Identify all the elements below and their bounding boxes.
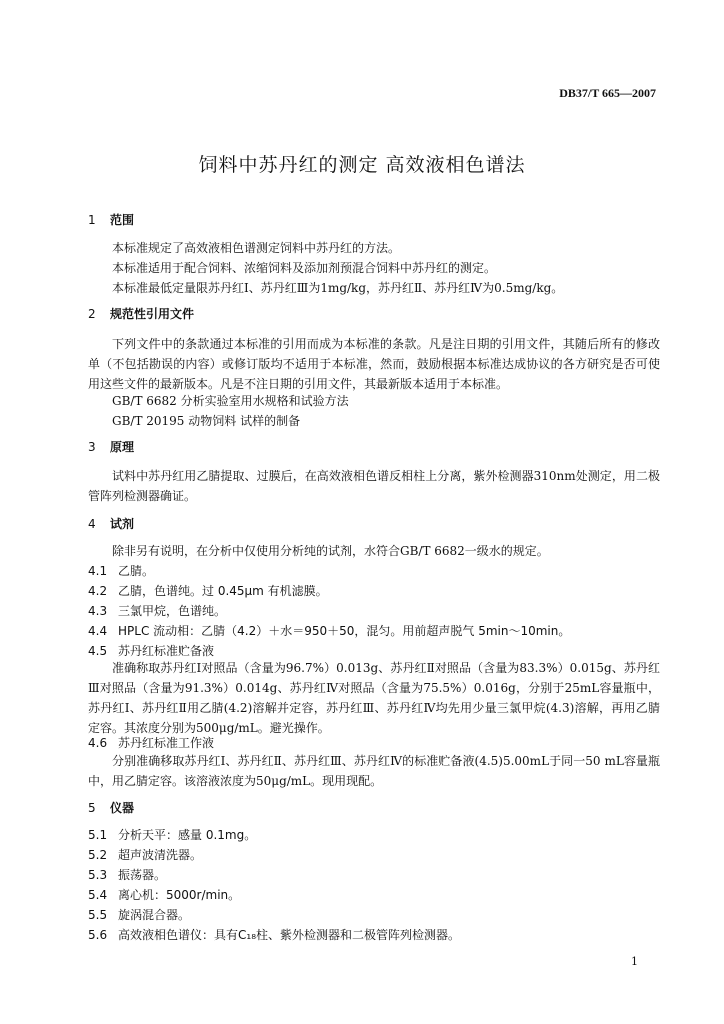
item-number: 5.2 [88,848,108,862]
item-number: 4.2 [88,584,108,598]
reagent-item [88,603,226,619]
apparatus-item [88,907,190,923]
item-number: 4.5 [88,644,108,658]
item-text: HPLC 流动相：乙腈（4.2）＋水＝950＋50，混匀。用前超声脱气 5min～10min。 [118,624,571,638]
section-2-heading [88,306,194,322]
item-text: 振荡器。 [118,868,167,882]
section-number: 5 [88,801,96,815]
principle-paragraph: 试料中苏丹红用乙腈提取、过膜后，在高效液相色谱反相柱上分离，紫外检测器310nm处测定，用二极管阵列检测器确证。 [88,469,660,503]
scope-line-2: 本标准适用于配合饲料、浓缩饲料及添加剂预混合饲料中苏丹红的测定。 [112,261,497,275]
reference-item: GB/T 20195 动物饲料 试样的制备 [112,414,301,428]
stock-solution-paragraph: 准确称取苏丹红Ⅰ对照品（含量为96.7%）0.013g、苏丹红Ⅱ对照品（含量为83.3%）0.015g、苏丹红Ⅲ对照品（含量为91.3%）0.014g、苏丹红Ⅳ对照品（含量为75.5%）0.016g，分别于25mL容量瓶中，苏丹红Ⅰ、苏丹红Ⅱ用乙腈(4.2)溶解并定容，苏丹红Ⅲ、苏丹红Ⅳ均先用少量三氯甲烷(4.3)溶解，再用乙腈定容。其浓度分别为500μg/mL。避光操作。 [88,661,660,735]
reagent-item [88,583,328,599]
page-number: 1 [631,955,638,968]
apparatus-item [88,927,460,943]
apparatus-item [88,847,202,863]
section-4-heading [88,516,134,532]
apparatus-item [88,827,256,843]
item-number: 5.4 [88,888,108,902]
item-text: 离心机：5000r/min。 [118,888,241,902]
section-5-heading [88,800,134,816]
document-number: DB37/T 665—2007 [559,86,656,100]
section-number: 4 [88,517,96,531]
item-number: 4.6 [88,736,108,750]
section-3-heading [88,439,134,455]
section-number: 3 [88,440,96,454]
item-text: 苏丹红标准贮备液 [118,644,215,658]
section-title: 规范性引用文件 [110,307,195,321]
apparatus-item [88,887,240,903]
section-title: 范围 [110,213,135,227]
item-number: 4.3 [88,604,108,618]
reagent-item [88,735,214,751]
section-title: 仪器 [110,801,135,815]
section-number: 2 [88,307,96,321]
reference-item: GB/T 6682 分析实验室用水规格和试验方法 [112,394,349,408]
section-1-heading [88,212,134,228]
scope-line-3: 本标准最低定量限苏丹红Ⅰ、苏丹红Ⅲ为1mg/kg，苏丹红Ⅱ、苏丹红Ⅳ为0.5mg/kg。 [112,281,564,295]
apparatus-item [88,867,166,883]
reagents-intro: 除非另有说明，在分析中仅使用分析纯的试剂，水符合GB/T 6682一级水的规定。 [112,544,549,558]
working-solution-paragraph: 分别准确移取苏丹红Ⅰ、苏丹红Ⅱ、苏丹红Ⅲ、苏丹红Ⅳ的标准贮备液(4.5)5.00mL于同一50 mL容量瓶中，用乙腈定容。该溶液浓度为50μg/mL。现用现配。 [88,754,660,788]
scope-line-1: 本标准规定了高效液相色谱测定饲料中苏丹红的方法。 [112,241,401,255]
item-text: 超声波清洗器。 [118,848,203,862]
item-text: 三氯甲烷，色谱纯。 [118,604,227,618]
item-text: 乙腈。 [118,564,155,578]
item-text: 乙腈，色谱纯。过 0.45μm 有机滤膜。 [118,584,328,598]
item-number: 5.3 [88,868,108,882]
item-text: 高效液相色谱仪：具有C₁₈柱、紫外检测器和二极管阵列检测器。 [118,928,461,942]
item-text: 分析天平：感量 0.1mg。 [118,828,257,842]
item-number: 4.1 [88,564,108,578]
item-number: 5.6 [88,928,108,942]
section-title: 原理 [110,440,135,454]
reagent-item [88,643,214,659]
section-number: 1 [88,213,96,227]
item-number: 4.4 [88,624,108,638]
normative-references-paragraph: 下列文件中的条款通过本标准的引用而成为本标准的条款。凡是注日期的引用文件，其随后所有的修改单（不包括勘误的内容）或修订版均不适用于本标准，然而，鼓励根据本标准达成协议的各方研究是否可使用这些文件的最新版本。凡是不注日期的引用文件，其最新版本适用于本标准。 [88,337,660,391]
section-title: 试剂 [110,517,135,531]
item-text: 苏丹红标准工作液 [118,736,215,750]
item-number: 5.1 [88,828,108,842]
document-title: 饲料中苏丹红的测定 高效液相色谱法 [198,154,526,176]
item-number: 5.5 [88,908,108,922]
item-text: 旋涡混合器。 [118,908,191,922]
reagent-item [88,563,154,579]
reagent-item [88,623,570,639]
